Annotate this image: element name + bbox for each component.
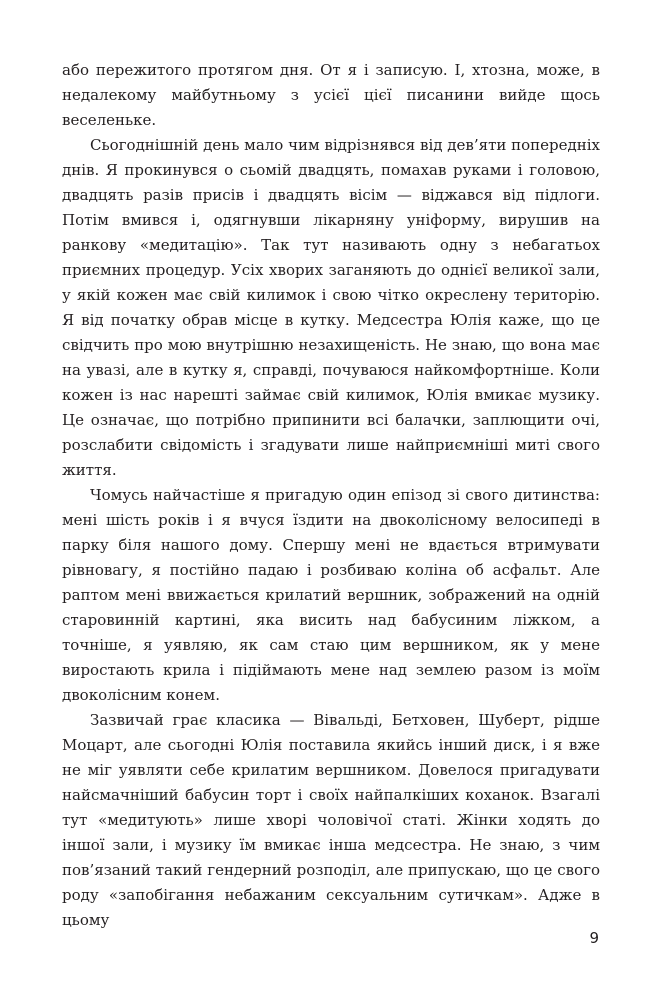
paragraph-2: Сьогоднішній день мало чим відрізнявся від дев’яти попередніх днів. Я прокинувся о сьомій двадцять, помахав руками і головою, двадцять разів присів і двадцять вісім — віджався від підлоги. Потім вмився і, одягнувши лікарняну уніформу, вирушив на ранкову «медитацію». Так тут називають одну з небагатьох приємних процедур. Усіх хворих заганяють до однієї великої зали, у якій кожен має свій килимок і свою чітко окреслену територію. Я від початку обрав місце в кутку. Медсестра Юлія каже, що це свідчить про мою внутрішню незахищеність. Не знаю, що вона має на увазі, але в кутку я, справді, почуваюся найкомфортніше. Коли кожен із нас нарешті займає свій килимок, Юлія вмикає музику. Це означає, що потрібно припинити всі балачки, заплющити очі, розслабити свідомість і згадувати лише найприємніші миті свого життя.	[62, 136, 600, 479]
paragraph-1: або пережитого протягом дня. От я і записую. І, хтозна, може, в недалекому майбутньому з усієї цієї писанини вийде щось веселеньке.	[62, 61, 600, 129]
page-text-block	[62, 58, 600, 933]
paragraph-4: Зазвичай грає класика — Вівальді, Бетховен, Шуберт, рідше Моцарт, але сьогодні Юлія поставила якийсь інший диск, і я вже не міг уявляти себе крилатим вершником. Довелося пригадувати найсмачніший бабусин торт і своїх найпалкіших коханок. Взагалі тут «медитують» лише хворі чоловічої статі. Жінки ходять до іншої зали, і музику їм вмикає інша медсестра. Не знаю, з чим пов’язаний такий гендерний розподіл, але припускаю, що це свого роду «запобігання небажаним сексуальним сутичкам». Адже в цьому	[62, 711, 600, 929]
paragraph-3: Чомусь найчастіше я пригадую один епізод зі свого дитинства: мені шість років і я вчуся їздити на двоколісному велосипеді в парку біля нашого дому. Спершу мені не вдається втримувати рівновагу, я постійно падаю і розбиваю коліна об асфальт. Але раптом мені ввижається крилатий вершник, зображений на одній старовинній картині, яка висить над бабусиним ліжком, а точніше, я уявляю, як сам стаю цим вершником, як у мене виростають крила і підіймають мене над землею разом із моїм двоколісним конем.	[62, 486, 600, 704]
page-number: 9	[589, 929, 599, 947]
